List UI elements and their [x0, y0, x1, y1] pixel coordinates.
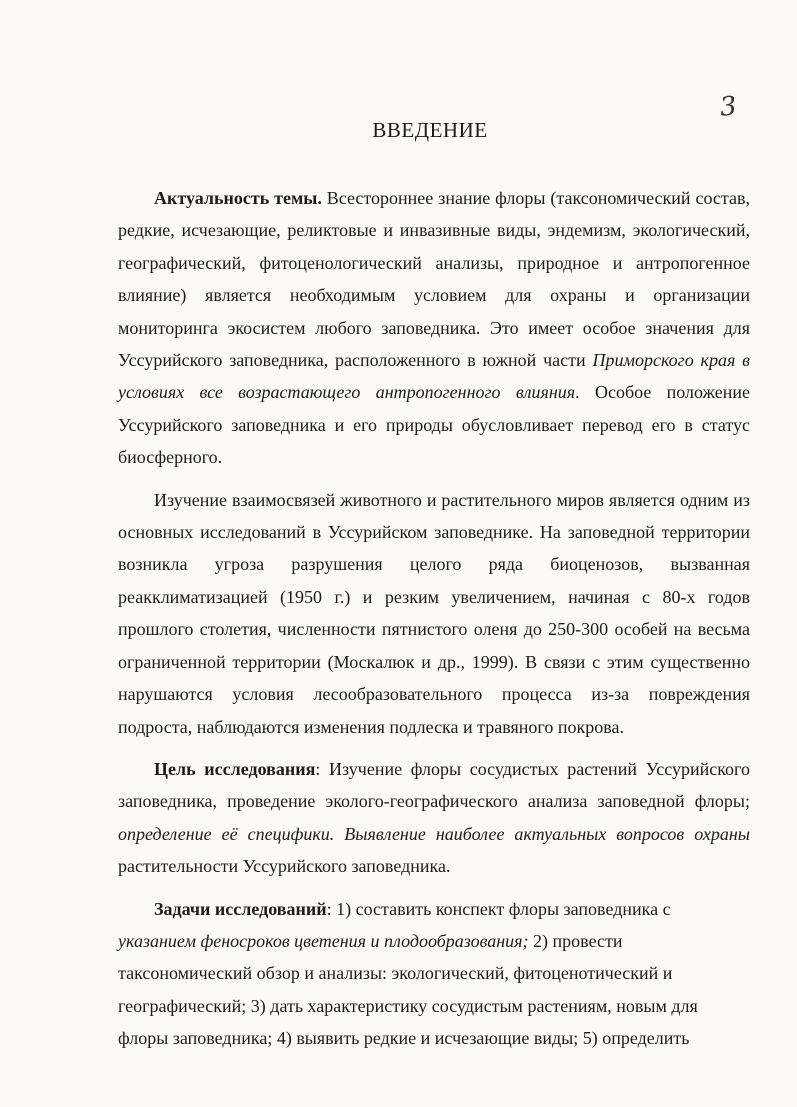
relevance-text: Всестороннее знание флоры (таксономический состав, редкие, исчезающие, реликтовые и инвазивные виды, эндемизм, экологический, географический, фитоценологический анализы, природное и антропогенное влияние) является необходимым условием для охраны и организации мониторинга экосистем любого заповедника. Это имеет особое значения для Уссурийского заповедника, расположенного в южной части: [118, 188, 750, 371]
tasks-text: : 1) составить конспект флоры заповедника с: [326, 898, 671, 919]
goal-text-after: растительности Уссурийского заповедника.: [118, 856, 451, 877]
document-body: [118, 182, 750, 1055]
tasks-text-after: 2) провести таксономический обзор и анализы: экологический, фитоценотический и географический; 3) дать характеристику сосудистым растениям, новым для флоры заповедника; 4) выявить редкие и исчезающие виды; 5) определить: [118, 930, 698, 1049]
goal-heading: Цель исследования: [154, 758, 316, 779]
relevance-text-after: . Особое положение Уссурийского заповедника и его природы обусловливает перевод его в статус биосферного.: [118, 382, 750, 468]
study-text: Изучение взаимосвязей животного и растительного миров является одним из основных исследований в Уссурийском заповеднике. На заповедной территории возникла угроза разрушения целого ряда биоценозов, вызванная реакклиматизацией (1950 г.) и резким увеличением, начиная с 80-х годов прошлого столетия, численности пятнистого оленя до 250-300 особей на весьма ограниченной территории (Москалюк и др., 1999). В связи с этим существенно нарушаются условия лесообразовательного процесса из-за повреждения подроста, наблюдаются изменения подлеска и травяного покрова.: [118, 489, 750, 737]
paragraph-study: [118, 484, 750, 743]
tasks-italic-text: указанием феносроков цветения и плодообразования;: [118, 930, 529, 951]
page-title: ВВЕДЕНИЕ: [372, 118, 488, 142]
paragraph-relevance: [118, 182, 750, 474]
page-number: 3: [718, 91, 739, 123]
tasks-heading: Задачи исследований: [154, 898, 327, 919]
goal-italic-text: определение её специфики. Выявление наиболее актуальных вопросов охраны: [118, 823, 750, 844]
goal-text: : Изучение флоры сосудистых растений Уссурийского заповедника, проведение эколого-географического анализа заповедной флоры;: [118, 758, 750, 812]
paragraph-goal: [118, 753, 750, 883]
relevance-heading: Актуальность темы.: [154, 188, 322, 208]
paragraph-tasks: [118, 893, 750, 1055]
relevance-italic-text: Приморского края в условиях все возрастающего антропогенного влияния: [118, 350, 750, 403]
